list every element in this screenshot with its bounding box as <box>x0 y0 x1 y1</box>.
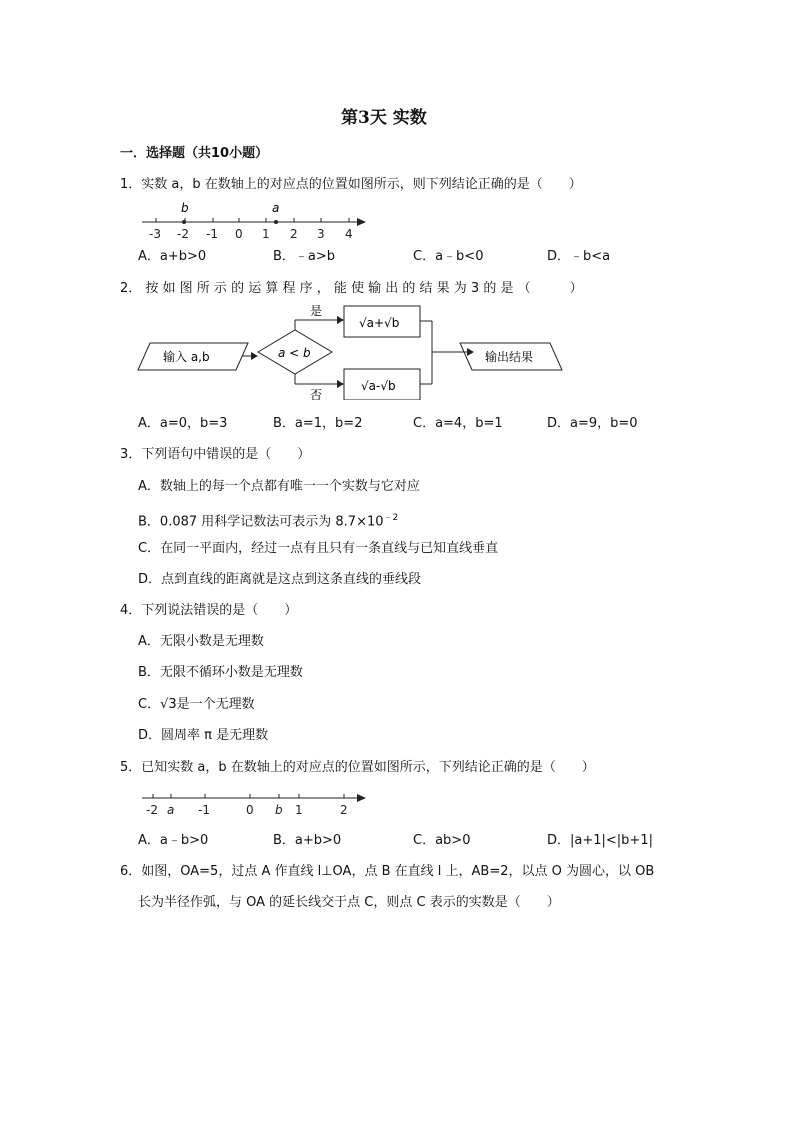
q4-option-d: D．圆周率 π 是无理数 <box>138 728 269 743</box>
difference-label: √a-√b <box>361 379 396 393</box>
condition-label: a < b <box>278 346 311 360</box>
q2-option-a: A．a=0，b=3 <box>138 416 228 431</box>
point-a-label: a <box>272 201 280 215</box>
tick-label: -1 <box>198 803 210 817</box>
q2-option-d: D．a=9，b=0 <box>547 416 638 431</box>
tick-label: 1 <box>262 227 270 241</box>
q4-option-b: B．无限不循环小数是无理数 <box>138 665 303 680</box>
question-5-stem: 5．已知实数 a，b 在数轴上的对应点的位置如图所示，下列结论正确的是（ ） <box>120 760 595 775</box>
question-2-stem: 2． 按 如 图 所 示 的 运 算 程 序 ， 能 使 输 出 的 结 果 为 3 的 是 （ ） <box>120 281 583 296</box>
tick-label: 2 <box>290 227 298 241</box>
q2-option-c: C．a=4，b=1 <box>413 416 503 431</box>
question-5-number-line <box>138 786 378 820</box>
question-6-line-1: 6．如图，OA=5，过点 A 作直线 l⊥OA，点 B 在直线 l 上，AB=2，以点 O 为圆心，以 OB <box>120 864 655 879</box>
question-6-line-2: 长为半径作弧，与 OA 的延长线交于点 C，则点 C 表示的实数是（ ） <box>138 895 560 910</box>
point-b-label: b <box>275 803 283 817</box>
q3-option-d: D．点到直线的距离就是这点到这条直线的垂线段 <box>138 572 422 587</box>
q5-option-d: D．|a+1|<|b+1| <box>547 833 653 848</box>
q3-option-a: A．数轴上的每一个点都有唯一一个实数与它对应 <box>138 479 420 494</box>
tick-label: -2 <box>177 227 189 241</box>
tick-label: -2 <box>146 803 158 817</box>
point-a-label: a <box>167 803 175 817</box>
q1-option-a: A．a+b>0 <box>138 249 207 264</box>
question-3-stem: 3．下列语句中错误的是（ ） <box>120 447 311 462</box>
section-heading: 一．选择题（共10小题） <box>120 146 269 161</box>
q3-option-b-text: B．0.087 用科学记数法可表示为 8.7×10 <box>138 514 384 530</box>
q1-option-c: C．a﹣b<0 <box>413 249 484 264</box>
question-1-stem: 1．实数 a，b 在数轴上的对应点的位置如图所示，则下列结论正确的是（ ） <box>120 177 582 192</box>
q2-option-b: B．a=1，b=2 <box>273 416 363 431</box>
input-label: 输入 a,b <box>163 350 210 364</box>
q5-option-b: B．a+b>0 <box>273 833 342 848</box>
sum-label: √a+√b <box>359 316 400 330</box>
q3-option-b <box>138 510 398 530</box>
tick-label: 1 <box>295 803 303 817</box>
yes-label: 是 <box>310 304 323 318</box>
q3-option-c: C．在同一平面内，经过一点有且只有一条直线与已知直线垂直 <box>138 541 499 556</box>
page-title: 第3天 实数 <box>341 108 427 128</box>
tick-label: 0 <box>235 227 243 241</box>
q1-option-d: D．﹣b<a <box>547 249 611 264</box>
question-1-number-line <box>138 198 378 244</box>
tick-label: 3 <box>317 227 325 241</box>
q5-option-c: C．ab>0 <box>413 833 471 848</box>
point-b-label: b <box>181 201 189 215</box>
q4-option-a: A．无限小数是无理数 <box>138 634 264 649</box>
q3-option-b-exponent: ﹣2 <box>383 513 399 523</box>
q5-option-a: A．a﹣b>0 <box>138 833 209 848</box>
q1-option-b: B．﹣a>b <box>273 249 336 264</box>
q4-option-c: C．√3是一个无理数 <box>138 697 255 712</box>
tick-label: 0 <box>246 803 254 817</box>
question-2-flowchart <box>135 300 565 400</box>
tick-label: 4 <box>345 227 353 241</box>
output-label: 输出结果 <box>485 350 534 364</box>
question-4-stem: 4．下列说法错误的是（ ） <box>120 603 298 618</box>
point-a-dot <box>274 220 278 224</box>
tick-label: 2 <box>340 803 348 817</box>
tick-label: -1 <box>206 227 218 241</box>
no-label: 否 <box>310 388 323 400</box>
point-b-dot <box>182 220 186 224</box>
tick-label: -3 <box>149 227 161 241</box>
